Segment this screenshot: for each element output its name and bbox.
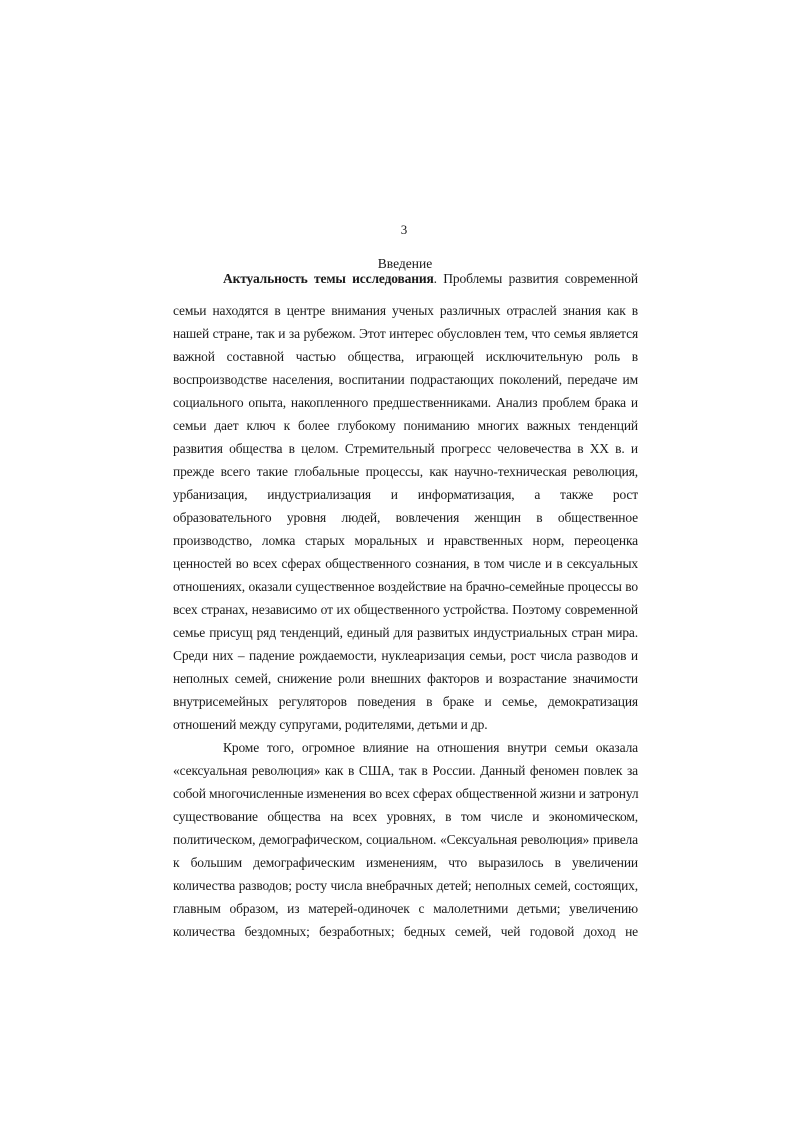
paragraph-line: количества бездомных; безработных; бедных семей, чей годовой доход не bbox=[173, 924, 638, 939]
paragraph-line: главным образом, из матерей-одиночек с малолетними детьми; увеличению bbox=[173, 901, 638, 916]
paragraph-line: важной составной частью общества, играющей исключительную роль в bbox=[173, 349, 638, 364]
page-number: 3 bbox=[400, 222, 408, 237]
lead-rest-text: . Проблемы развития современной bbox=[433, 271, 638, 286]
paragraph-line: производство, ломка старых моральных и нравственных норм, переоценка bbox=[173, 533, 638, 548]
paragraph-line: семьи дает ключ к более глубокому пониманию многих важных тенденций bbox=[173, 418, 638, 433]
paragraph-line: прежде всего такие глобальные процессы, как научно-техническая революция, bbox=[173, 464, 638, 479]
paragraph-line: внутрисемейных регуляторов поведения в браке и семье, демократизация bbox=[173, 694, 638, 709]
paragraph-line: существование общества на всех уровнях, в том числе и экономическом, bbox=[173, 809, 638, 824]
paragraph-line: «сексуальная революция» как в США, так в России. Данный феномен повлек за bbox=[173, 763, 638, 778]
paragraph-line: неполных семей, снижение роли внешних факторов и возрастание значимости bbox=[173, 671, 638, 686]
lead-bold-text: Актуальность темы исследования bbox=[223, 271, 434, 286]
paragraph-line: урбанизация, индустриализация и информатизация, а также рост bbox=[173, 487, 638, 502]
paragraph-line: семье присущ ряд тенденций, единый для развитых индустриальных стран мира. bbox=[173, 625, 638, 640]
paragraph-line: ценностей во всех сферах общественного сознания, в том числе и в сексуальных bbox=[173, 556, 638, 571]
paragraph-line: Среди них – падение рождаемости, нуклеаризация семьи, рост числа разводов и bbox=[173, 648, 638, 663]
paragraph-line: политическом, демографическом, социальном. «Сексуальная революция» привела bbox=[173, 832, 638, 847]
paragraph-line: к большим демографическим изменениям, что выразилось в увеличении bbox=[173, 855, 638, 870]
paragraph-line: всех странах, независимо от их общественного устройства. Поэтому современной bbox=[173, 602, 638, 617]
paragraph-line: собой многочисленные изменения во всех сферах общественной жизни и затронул bbox=[173, 786, 639, 801]
paragraph-line: воспроизводстве населения, воспитании подрастающих поколений, передаче им bbox=[173, 372, 638, 387]
section-heading: Введение bbox=[377, 256, 433, 271]
paragraph-line: семьи находятся в центре внимания ученых различных отраслей знания как в bbox=[173, 303, 638, 318]
paragraph-line: развития общества в целом. Стремительный прогресс человечества в XX в. и bbox=[173, 441, 638, 456]
paragraph-line bbox=[223, 269, 638, 289]
paragraph-line: образовательного уровня людей, вовлечения женщин в общественное bbox=[173, 510, 638, 525]
paragraph-line: Кроме того, огромное влияние на отношения внутри семьи оказала bbox=[223, 740, 638, 755]
paragraph-line: отношениях, оказали существенное воздействие на брачно-семейные процессы во bbox=[173, 579, 638, 594]
paragraph-line: социального опыта, накопленного предшественниками. Анализ проблем брака и bbox=[173, 395, 638, 410]
paragraph-line: отношений между супругами, родителями, детьми и др. bbox=[173, 717, 488, 732]
paragraph-line: количества разводов; росту числа внебрачных детей; неполных семей, состоящих, bbox=[173, 878, 638, 893]
paragraph-line: нашей стране, так и за рубежом. Этот интерес обусловлен тем, что семья является bbox=[173, 326, 638, 341]
